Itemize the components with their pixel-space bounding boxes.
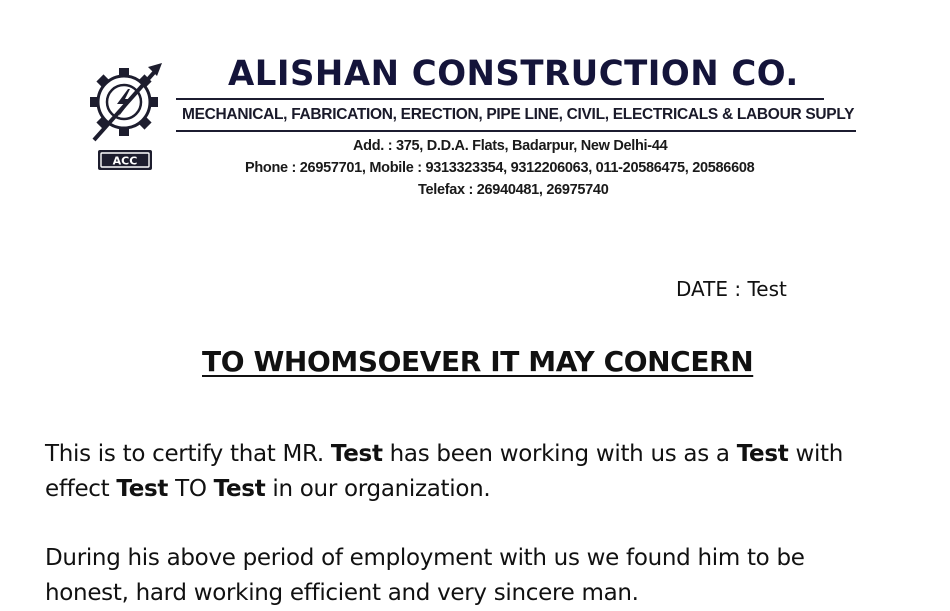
company-address: Add. : 375, D.D.A. Flats, Badarpur, New Delhi-44 xyxy=(353,138,668,154)
employment-from-date: Test xyxy=(116,476,169,502)
company-tagline: MECHANICAL, FABRICATION, ERECTION, PIPE LINE, CIVIL, ELECTRICALS & LABOUR SUPLY xyxy=(182,106,855,123)
company-name: ALISHAN CONSTRUCTION CO. xyxy=(228,54,799,94)
employee-name: Test xyxy=(330,441,383,467)
paragraph-line xyxy=(45,472,843,507)
paragraph-line xyxy=(45,437,843,472)
paragraph-line: honest, hard working efficient and very sincere man. xyxy=(45,580,639,606)
letter-heading: TO WHOMSOEVER IT MAY CONCERN xyxy=(202,345,754,378)
paragraph-line: During his above period of employment with us we found him to be xyxy=(45,545,805,571)
company-telefax: Telefax : 26940481, 26975740 xyxy=(418,182,609,198)
conduct-paragraph xyxy=(45,541,805,611)
date-value: Test xyxy=(747,277,787,301)
letterhead-rule-top xyxy=(176,98,824,100)
svg-text:ACC: ACC xyxy=(112,154,138,168)
company-phone: Phone : 26957701, Mobile : 9313323354, 9312206063, 011-20586475, 20586608 xyxy=(245,160,755,176)
date-line xyxy=(676,277,787,301)
date-label: DATE : xyxy=(676,277,748,301)
employment-to-date: Test xyxy=(213,476,266,502)
letterhead-rule-bottom xyxy=(176,130,856,132)
para-text: has been working with us as a xyxy=(382,441,737,467)
para-text: with xyxy=(788,441,844,467)
company-logo-icon xyxy=(84,58,166,174)
para-text: effect xyxy=(45,476,117,502)
employee-designation: Test xyxy=(736,441,789,467)
para-text: This is to certify that MR. xyxy=(45,441,331,467)
para-text: TO xyxy=(168,476,214,502)
certification-paragraph xyxy=(45,437,843,507)
para-text: in our organization. xyxy=(265,476,491,502)
